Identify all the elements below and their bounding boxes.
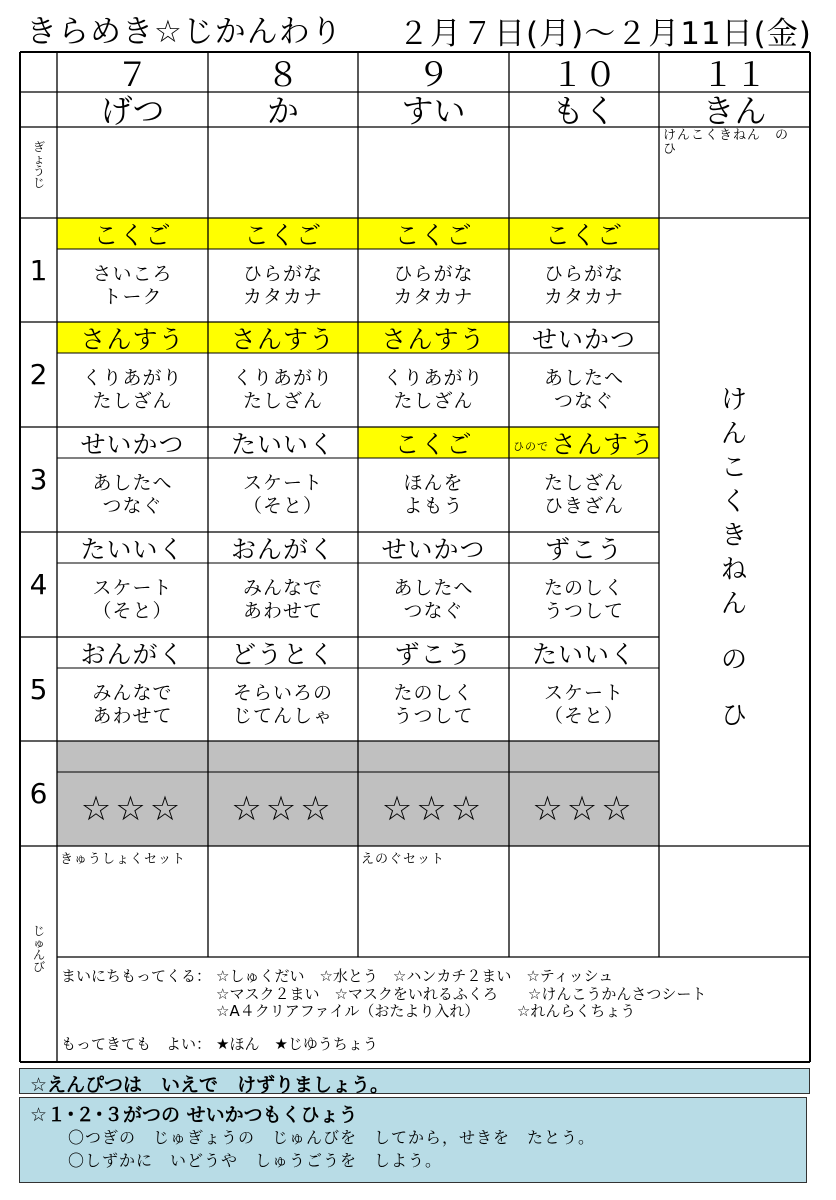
day-number: １１ (701, 54, 768, 94)
activity-cell: スケート （そと） (242, 472, 323, 517)
activity-cell: あしたへ つなぐ (393, 577, 474, 622)
subject-cell (358, 637, 509, 668)
day-name: もく (551, 91, 616, 130)
junbi-note: えのぐセット (361, 852, 446, 867)
subject-name: こくご (93, 220, 172, 250)
subject-cell (358, 532, 509, 563)
junbi-note: きゅうしょくセット (60, 852, 187, 867)
subject-name: こくご (544, 220, 623, 250)
subject-cell (509, 322, 659, 353)
period-number: 2 (29, 358, 48, 391)
subject-name: たいいく (80, 534, 185, 564)
subject-cell (509, 218, 659, 249)
page-title: きらめき☆じかんわり (26, 14, 343, 50)
activity-cell: みんなで あわせて (92, 681, 173, 727)
subject-name: さんすう (80, 324, 185, 354)
subject-name: おんがく (80, 639, 185, 669)
subject-cell (208, 322, 358, 353)
activity-cell: スケート （そと） (543, 681, 624, 727)
subject-name: せいかつ (80, 429, 185, 459)
period-number: 3 (29, 463, 48, 496)
subject-name: たいいく (230, 429, 335, 459)
subject-cell (358, 322, 509, 353)
daily-label: まいにちもってくる： (61, 967, 212, 985)
subject-name: どうとく (230, 639, 335, 669)
subject-cell (57, 322, 208, 353)
subject-cell (509, 532, 659, 563)
period6-stars: ☆☆☆ (80, 789, 185, 829)
subject-cell (57, 532, 208, 563)
activity-cell: そらいろの じてんしゃ (232, 681, 333, 727)
subject-prefix: ひので (512, 439, 549, 453)
goal-line: 〇しずかに いどうや しゅうごうを しよう。 (68, 1151, 443, 1170)
activity-cell: たのしく うつして (543, 577, 624, 622)
day-number: ８ (266, 54, 300, 94)
day-name: か (266, 91, 299, 130)
activity-cell: たのしく うつして (393, 681, 474, 727)
day-name: げつ (100, 91, 165, 130)
activity-cell: みんなで あわせて (242, 577, 323, 622)
subject-name: さんすう (381, 324, 486, 354)
activity-cell: くりあがり たしざん (383, 367, 484, 412)
subject-cell (509, 427, 659, 458)
day-number: １０ (551, 54, 617, 94)
friday-holiday: け ん こ く き ね ん の ひ (721, 385, 748, 731)
activity-cell: さいころ トーク (92, 262, 173, 308)
subject-cell (208, 637, 358, 668)
daily-line: ☆A４クリアファイル（おたより入れ） ☆れんらくちょう (216, 1002, 636, 1020)
period-number: 4 (29, 568, 48, 601)
subject-name: こくご (243, 220, 322, 250)
period6-stars: ☆☆☆ (381, 789, 486, 829)
subject-cell (57, 637, 208, 668)
subject-cell (208, 532, 358, 563)
activity-cell: ほんを よもう (403, 472, 464, 517)
subject-cell (57, 427, 208, 458)
activity-cell: あしたへ つなぐ (92, 472, 173, 517)
daily-line: ☆しゅくだい ☆水とう ☆ハンカチ２まい ☆ティッシュ (216, 967, 614, 985)
activity-cell: スケート （そと） (92, 577, 173, 622)
pencil-note: ☆えんぴつは いえで けずりましょう。 (30, 1074, 390, 1096)
daily-line: ☆マスク２まい ☆マスクをいれるふくろ ☆けんこうかんさつシート (216, 985, 707, 1003)
pencil-note-bar (19, 1068, 810, 1094)
subject-name: ずこう (394, 639, 473, 669)
junbi-label: じ ゅ ん び (33, 924, 46, 974)
day-number: ７ (116, 54, 149, 94)
subject-cell (358, 427, 509, 458)
activity-cell: ひらがな カタカナ (242, 262, 323, 308)
day-name: きん (702, 91, 767, 130)
subject-name: さんすう (230, 324, 335, 354)
activity-cell: あしたへ つなぐ (543, 367, 624, 412)
activity-cell: くりあがり たしざん (82, 367, 183, 412)
optional-label: もってきても よい： (61, 1035, 212, 1053)
subject-name: さんすう (550, 429, 655, 459)
subject-name: ずこう (544, 534, 623, 564)
activity-cell: ひらがな カタカナ (393, 262, 474, 308)
goal-line: 〇つぎの じゅぎょうの じゅんびを してから，せきを たとう。 (68, 1128, 596, 1147)
period-number: 1 (29, 253, 48, 287)
period6-stars: ☆☆☆ (231, 789, 335, 829)
period-number: 6 (29, 777, 48, 810)
gyouji-label: ぎ ょ う じ (33, 140, 46, 190)
subject-cell (208, 427, 358, 458)
subject-cell (57, 218, 208, 249)
day-name: すい (401, 91, 466, 130)
date-range: ２月７日(月)～２月11日(金) (398, 16, 812, 52)
subject-name: こくご (394, 220, 473, 250)
subject-name: せいかつ (381, 534, 486, 564)
subject-cell (208, 218, 358, 249)
subject-name: せいかつ (531, 324, 636, 354)
subject-name: こくご (394, 429, 473, 459)
subject-cell (509, 637, 659, 668)
activity-cell: くりあがり たしざん (232, 367, 333, 412)
subject-cell (358, 218, 509, 249)
optional-items: ★ほん ★じゆうちょう (216, 1035, 378, 1053)
subject-name: たいいく (531, 639, 636, 669)
period-number: 5 (29, 672, 48, 706)
day-number: ９ (417, 54, 450, 94)
period6-stars: ☆☆☆ (532, 789, 636, 829)
activity-cell: ひらがな カタカナ (543, 262, 624, 308)
goals-bar (19, 1097, 807, 1183)
gyouji-note: けんこくきねん の ひ (663, 128, 790, 157)
subject-name: おんがく (230, 534, 335, 564)
goals-title: ☆１･２･３がつの せいかつもくひょう (30, 1104, 358, 1126)
activity-cell: たしざん ひきざん (543, 472, 624, 517)
